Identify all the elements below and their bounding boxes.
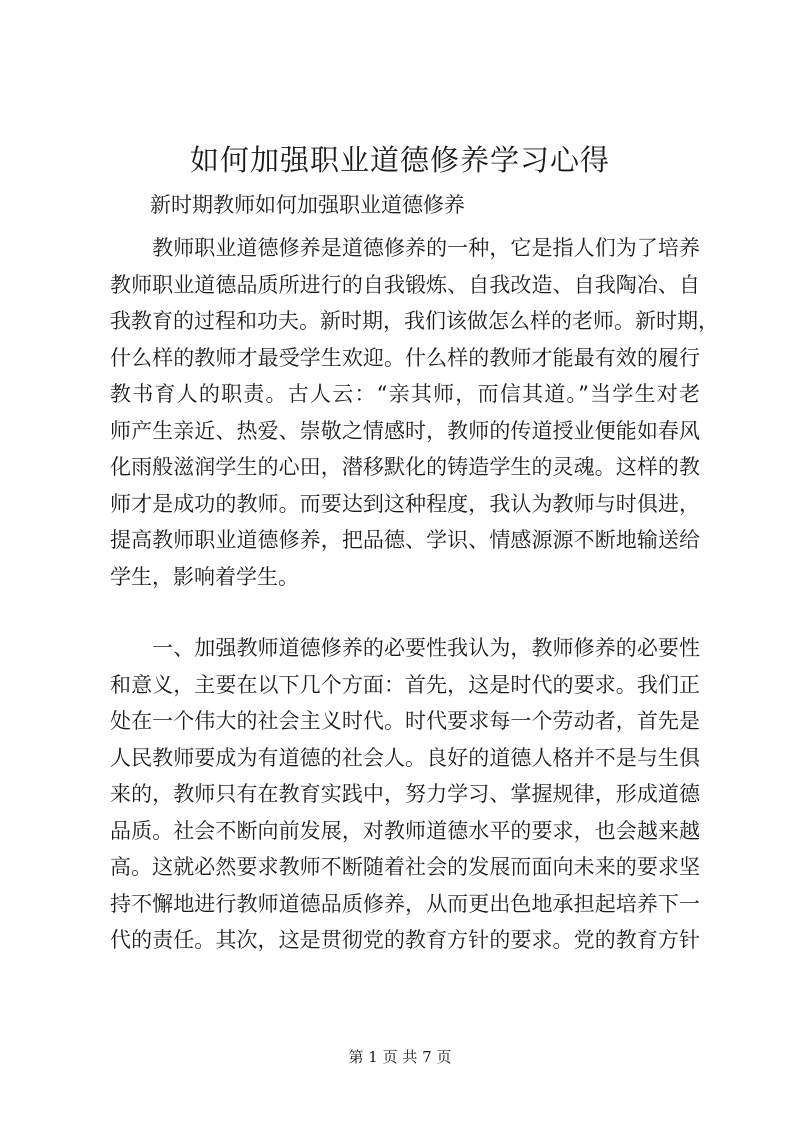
text-line: 师产生亲近、热爱、崇敬之情感时，教师的传道授业便能如春风 <box>110 418 700 443</box>
text-line: 提高教师职业道德修养，把品德、学识、情感源源不断地输送给 <box>110 528 700 552</box>
text-line: 代的责任。其次，这是贯彻党的教育方针的要求。党的教育方针 <box>110 928 700 952</box>
text-line: 高。这就必然要求教师不断随着社会的发展而面向未来的要求坚 <box>110 855 700 879</box>
document-subtitle: 新时期教师如何加强职业道德修养 <box>150 193 465 217</box>
text-line: 我教育的过程和功夫。新时期，我们该做怎么样的老师。新时期， <box>110 309 719 333</box>
text-line: 来的，教师只有在教育实践中，努力学习、掌握规律，形成道德 <box>110 782 700 806</box>
text-line: 和意义，主要在以下几个方面：首先，这是时代的要求。我们正 <box>110 672 700 697</box>
text-line: 品质。社会不断向前发展，对教师道德水平的要求，也会越来越 <box>110 818 700 843</box>
paragraph-2 <box>110 630 700 959</box>
text-line: 持不懈地进行教师道德品质修养，从而更出色地承担起培养下一 <box>110 891 700 916</box>
paragraph-1 <box>110 230 719 595</box>
text-line: 师才是成功的教师。而要达到这种程度，我认为教师与时俱进， <box>110 491 700 516</box>
text-line: 什么样的教师才最受学生欢迎。什么样的教师才能最有效的履行 <box>110 345 700 370</box>
page-footer: 第 1 页 共 7 页 <box>348 1048 452 1066</box>
text-line: 教书育人的职责。古人云：“亲其师，而信其道。”当学生对老 <box>110 382 700 406</box>
text-line: 教师职业道德品质所进行的自我锻炼、自我改造、自我陶冶、自 <box>110 272 700 297</box>
text-line: 人民教师要成为有道德的社会人。良好的道德人格并不是与生俱 <box>110 745 700 770</box>
text-line: 教师职业道德修养是道德修养的一种，它是指人们为了培养 <box>110 236 700 260</box>
text-line: 一、加强教师道德修养的必要性我认为，教师修养的必要性 <box>110 636 700 660</box>
text-line: 学生，影响着学生。 <box>110 564 299 589</box>
text-line: 化雨般滋润学生的心田，潜移默化的铸造学生的灵魂。这样的教 <box>110 455 700 479</box>
document-title: 如何加强职业道德修养学习心得 <box>189 143 610 177</box>
text-line: 处在一个伟大的社会主义时代。时代要求每一个劳动者，首先是 <box>110 709 700 733</box>
